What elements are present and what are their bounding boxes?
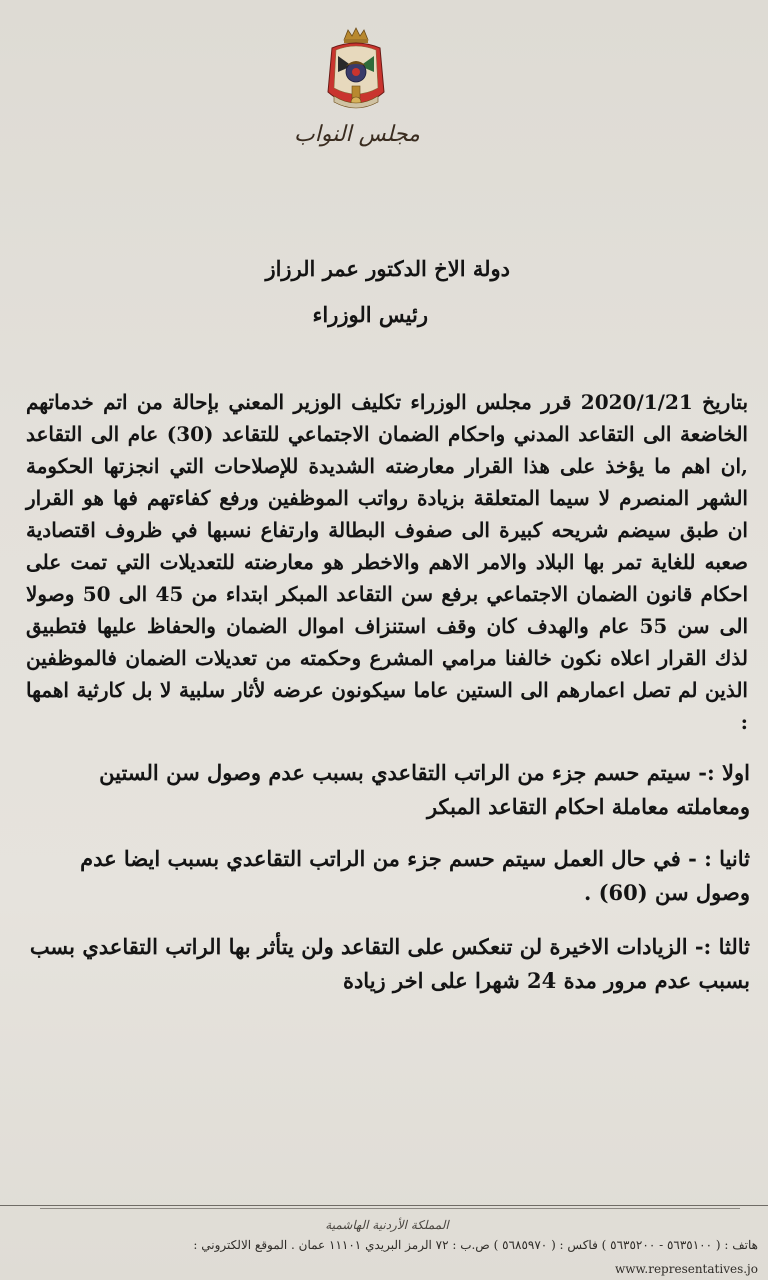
- letter-body: بتاريخ 2020/1/21 قرر مجلس الوزراء تكليف الوزير المعني بإحالة من اتم خدماتهم الخاضعة الى التقاعد المدني واحكام الضمان الاجتماعي للتقاعد (30) عام الى التقاعد ,ان اهم ما يؤخذ على هذا القرار معارضته الشديدة للإصلاحات التي انجزتها الحكومة الشهر المنصرم لا سيما المتعلقة بزيادة رواتب الموظفين ورفع كفاءتهم فها هو القرار ان طبق سيضم شريحه كبيرة الى صفوف البطالة وارتفاع نسبها في ظروف اقتصادية صعبه للغاية تمر بها البلاد والامر الاهم والاخطر هو معارضته للتعديلات التي تمت على احكام قانون الضمان الاجتماعي برفع سن التقاعد المبكر ابتداء من 45 الى 50 وصولا الى سن 55 عام والهدف كان وقف استنزاف اموال الضمان والحفاظ عليها فتطبيق لذك القرار اعلاه نكون خالفنا مرامي المشرع وحكمته من تعديلات الضمان فالموظفين الذين لم تصل اعمارهم الى الستين عاما سيكونون عرضه لأثار سلبية لا بل كارثية اهمها :: [26, 390, 749, 734]
- footer-contact-details: هاتف : ( ٥٦٣٥١٠٠ - ٥٦٣٥٢٠٠ ) فاكس : ( ٥٦٨٥٩٧٠ ) ص.ب : ٧٢ الرمز البريدي ١١١٠١ عمان . الموقع الالكتروني :: [193, 1238, 758, 1252]
- footer-divider-thin: [40, 1208, 740, 1209]
- organization-name: مجلس النواب: [294, 122, 420, 147]
- addressee-title: رئيس الوزراء: [312, 302, 428, 327]
- footer-website: www.representatives.jo: [615, 1262, 758, 1276]
- point-first: اولا :- سيتم حسم جزء من الراتب التقاعدي بسبب عدم وصول سن الستين ومعاملته معاملة احكام التقاعد المبكر: [99, 760, 750, 819]
- addressee-name: دولة الاخ الدكتور عمر الرزاز: [265, 256, 510, 281]
- point-second: ثانيا : - في حال العمل سيتم حسم جزء من الراتب التقاعدي بسبب ايضا عدم وصول سن (60) .: [80, 846, 750, 905]
- footer-divider: [0, 1205, 768, 1206]
- jordan-coat-of-arms-icon: [318, 26, 394, 114]
- point-third: ثالثا :- الزيادات الاخيرة لن تنعكس على التقاعد ولن يتأثر بها الراتب التقاعدي بسب بسبب عدم مرور مدة 24 شهرا على اخر زيادة: [29, 934, 750, 993]
- footer-kingdom: المملكة الأردنية الهاشمية: [325, 1218, 449, 1232]
